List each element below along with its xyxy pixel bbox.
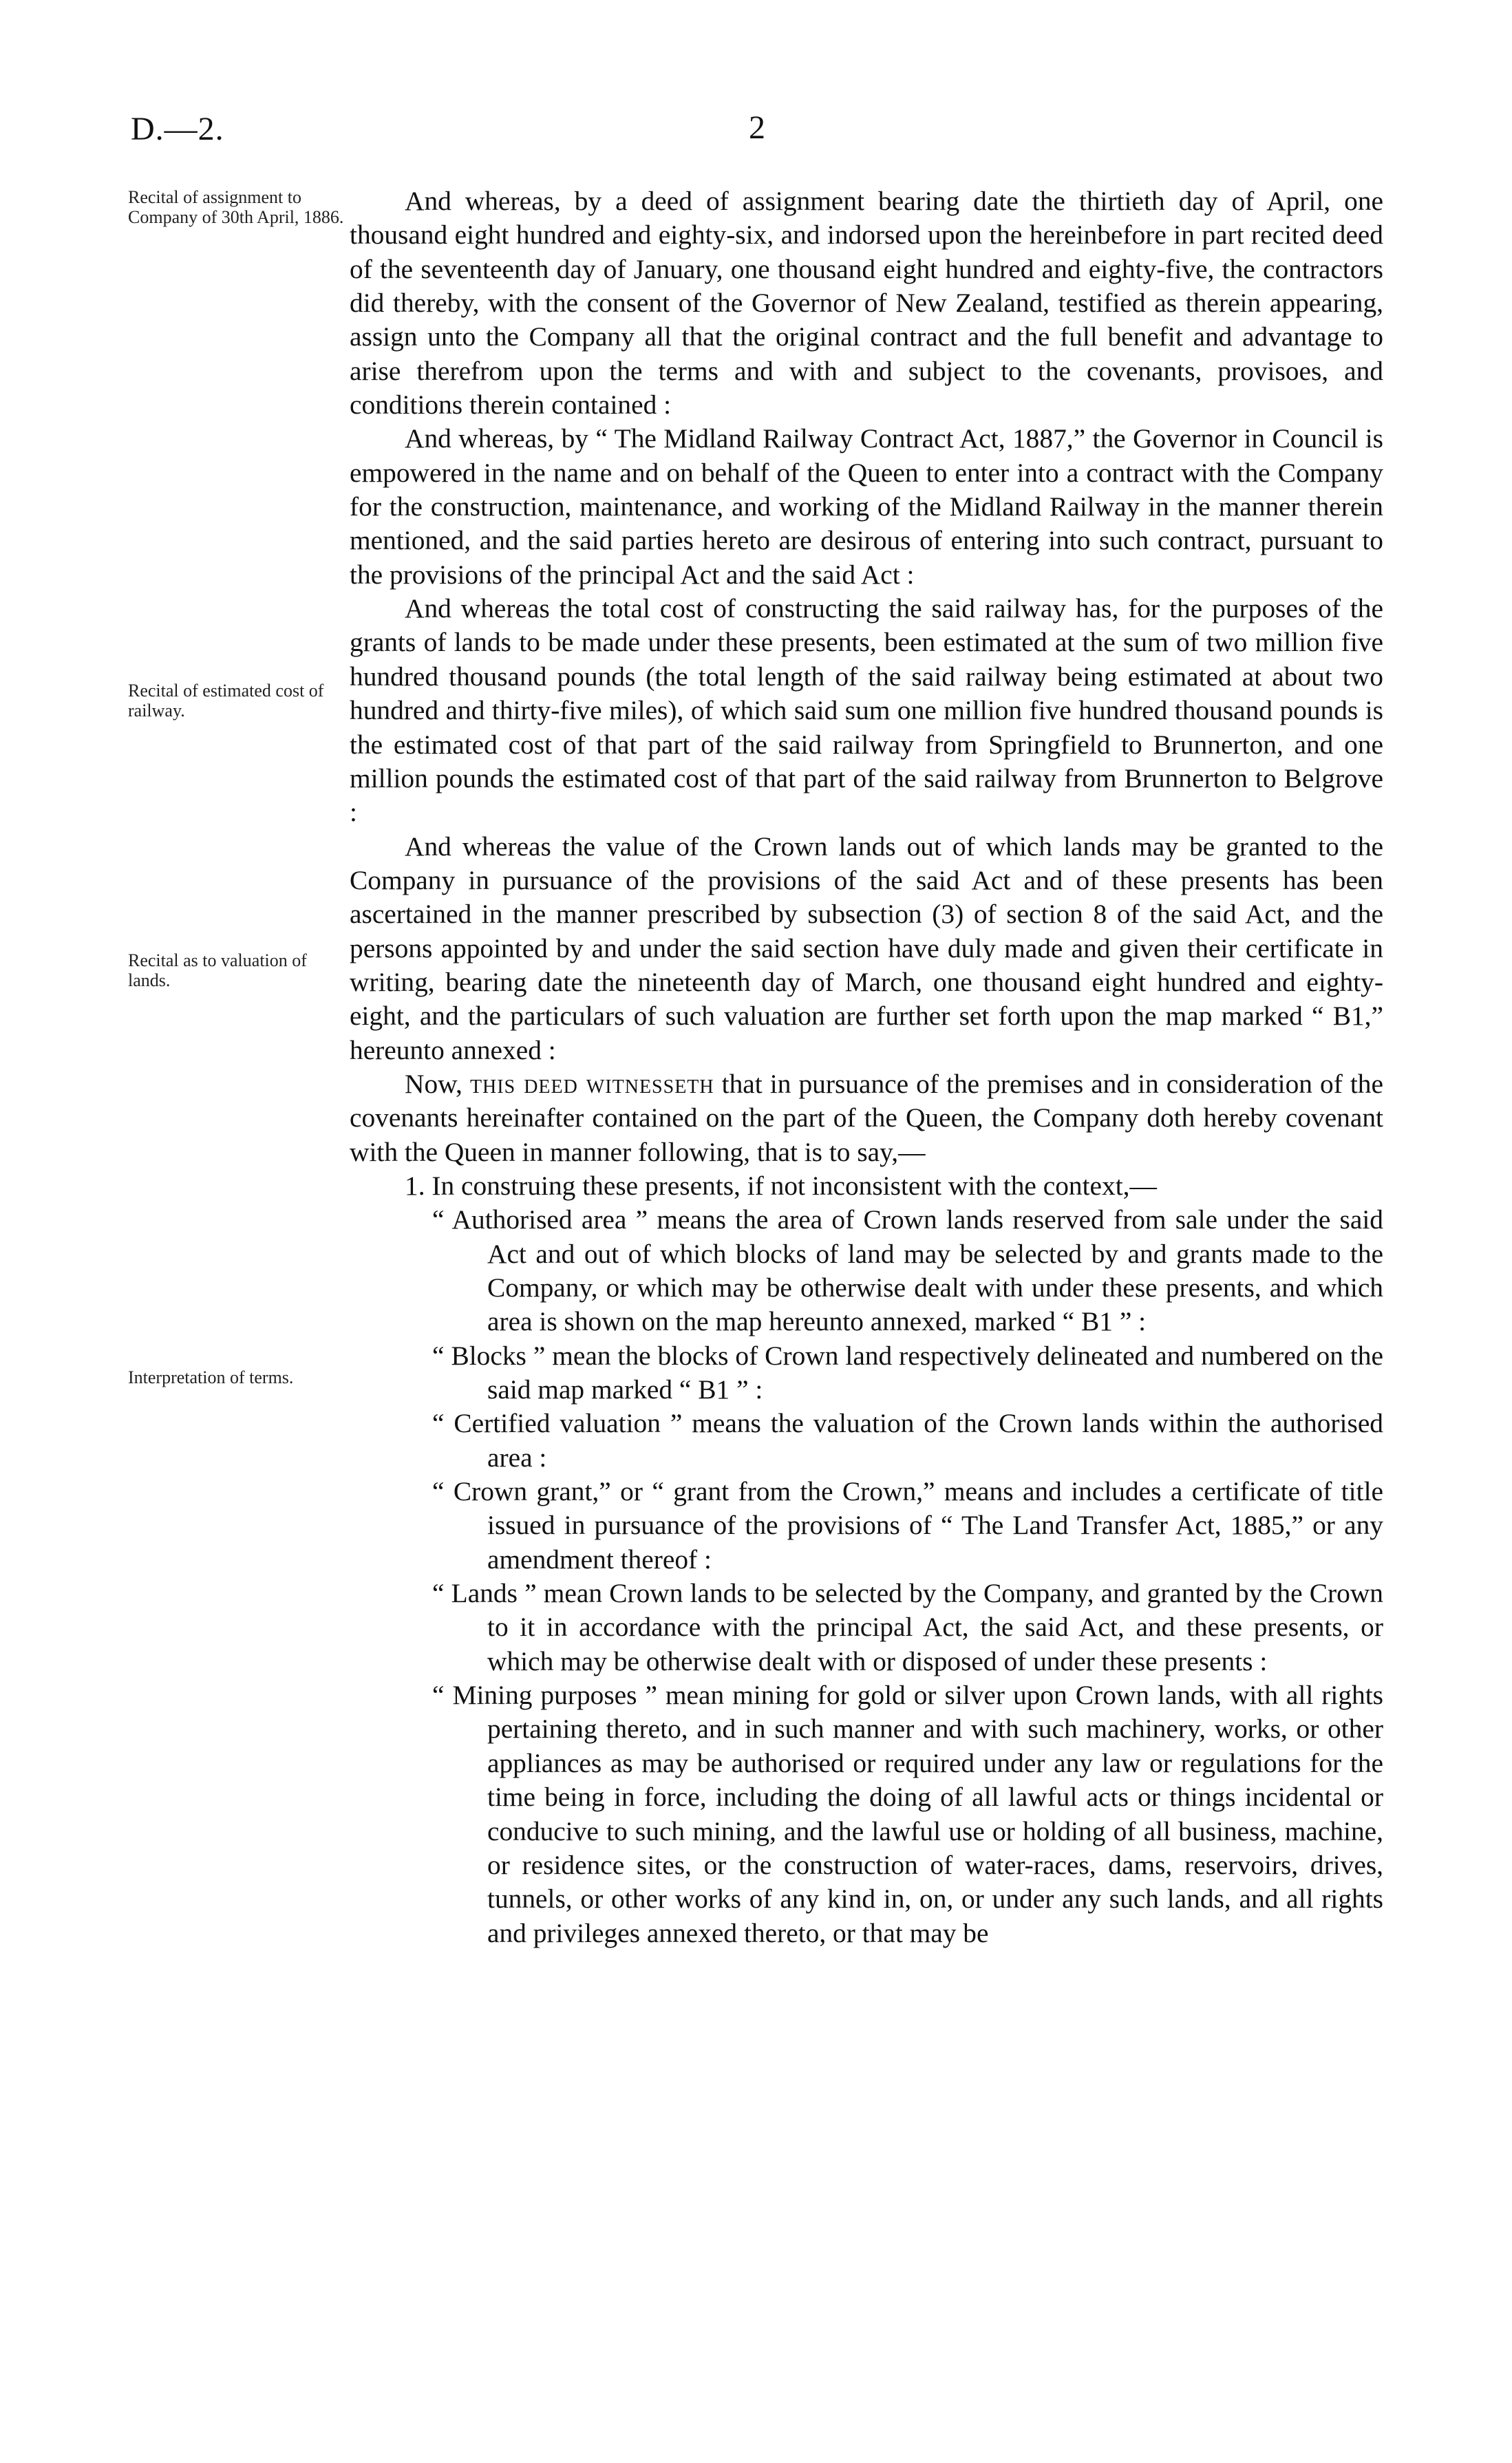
paragraph-estimated-cost: And whereas the total cost of constructing the said railway has, for the purposes of the grants of lands to be made under these presents, been estimated at the sum of two million five hundred thousand pounds (the total length of the said railway being estimated at about two hundred and thirty-five miles), of which said sum one million five hundred thousand pounds is the estimated cost of that part of the said railway from Springfield to Brunnerton, and one million pounds the estimated cost of that part of the said railway from Brunnerton to Belgrove : [350, 593, 1383, 828]
definition-lands: “ Lands ” mean Crown lands to be selected by the Company, and granted by the Crown to it in accordance with the principal Act, the said Act, and these presents, or which may be otherwise dealt with or disposed of under these presents : [432, 1578, 1383, 1676]
page-number: 2 [749, 109, 765, 146]
witnesseth-lead: Now, [405, 1068, 462, 1099]
body-text [350, 184, 1383, 1950]
definition-certified-valuation: “ Certified valuation ” means the valuation of the Crown lands within the authorised area : [432, 1408, 1383, 1473]
margin-note-assignment: Recital of assignment to Company of 30th April, 1886. [128, 187, 344, 227]
paragraph-contract-act: And whereas, by “ The Midland Railway Contract Act, 1887,” the Governor in Council is empowered in the name and on behalf of the Queen to enter into a contract with the Company for the construction, maintenance, and working of the Midland Railway in the manner therein mentioned, and the said parties hereto are desirous of entering into such contract, pursuant to the provisions of the principal Act and the said Act : [350, 423, 1383, 590]
witnesseth-rest: that in pursuance of the premises and in consideration of the covenants hereinafter contained on the part of the Queen, the Company doth hereby covenant with the Queen in manner following, that is to say,— [350, 1068, 1383, 1167]
paragraph-valuation: And whereas the value of the Crown lands out of which lands may be granted to the Company in pursuance of the provisions of the said Act and of these presents has been ascertained in the manner prescribed by subsection (3) of section 8 of the said Act, and the persons appointed by and under the said section have duly made and given their certificate in writing, bearing date the nineteenth day of March, one thousand eight hundred and eighty-eight, and the particulars of such valuation are further set forth upon the map marked “ B1,” hereunto annexed : [350, 831, 1383, 1065]
margin-note-interpretation: Interpretation of terms. [128, 1367, 294, 1387]
definition-blocks: “ Blocks ” mean the blocks of Crown land respectively delineated and numbered on the said map marked “ B1 ” : [432, 1340, 1383, 1405]
margin-note-estimated-cost: Recital of estimated cost of railway. [128, 681, 324, 721]
definition-mining-purposes: “ Mining purposes ” mean mining for gold or silver upon Crown lands, with all rights pertaining thereto, and in such manner and with such machinery, works, or other appliances as may be authorised or required under any law or regulations for the time being in force, including the doing of all lawful acts or things incidental or conducive to such mining, and the lawful use or holding of all business, machine, or residence sites, or the construction of water-races, dams, reservoirs, drives, tunnels, or other works of any kind in, on, or under any such lands, and all rights and privileges annexed thereto, or that may be [432, 1680, 1383, 1948]
page-reference: D.—2. [131, 111, 224, 147]
clause-1: 1. In construing these presents, if not inconsistent with the context,— [405, 1170, 1157, 1201]
definition-crown-grant: “ Crown grant,” or “ grant from the Crown,” means and includes a certificate of title issued in pursuance of the provisions of “ The Land Transfer Act, 1885,” or any amendment thereof : [432, 1476, 1383, 1575]
paragraph-assignment: And whereas, by a deed of assignment bearing date the thirtieth day of April, one thousand eight hundred and eighty-six, and indorsed upon the hereinbefore in part recited deed of the seventeenth day of January, one thousand eight hundred and eighty-five, the contractors did thereby, with the consent of the Governor of New Zealand, testified as therein appearing, assign unto the Company all that the original contract and the full benefit and advantage to arise therefrom upon the terms and with and subject to the covenants, provisoes, and conditions therein contained : [350, 186, 1383, 420]
definition-authorised-area: “ Authorised area ” means the area of Crown lands reserved from sale under the said Act and out of which blocks of land may be selected by and grants made to the Company, or which may be otherwise dealt with under these presents, and which area is shown on the map hereunto annexed, marked “ B1 ” : [432, 1204, 1383, 1337]
witnesseth-caps: this deed witnesseth [469, 1068, 714, 1099]
paragraph-witnesseth [350, 1067, 1383, 1169]
margin-note-valuation: Recital as to valuation of lands. [128, 950, 307, 990]
